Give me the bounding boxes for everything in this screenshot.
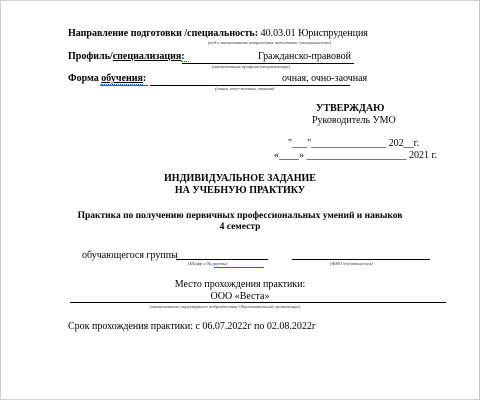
profile-label-c: : bbox=[181, 51, 185, 62]
place-label: Место прохождения практики: bbox=[174, 279, 306, 290]
place-underline bbox=[70, 302, 446, 303]
form-hint: (очная, очно-заочная, заочная) bbox=[215, 86, 275, 91]
group-underline bbox=[176, 259, 268, 260]
profile-label-b: специализация bbox=[112, 51, 182, 62]
task-title-line2: НА УЧЕБНУЮ ПРАКТИКУ bbox=[174, 185, 306, 196]
profile-label bbox=[68, 51, 185, 62]
spell-underline bbox=[181, 61, 189, 62]
place-value: ООО «Веста» bbox=[210, 291, 270, 302]
form-label bbox=[68, 73, 146, 84]
form-spell-underline bbox=[100, 85, 148, 86]
form-value: очная, очно-заочная bbox=[282, 73, 368, 84]
name-underline bbox=[292, 259, 430, 260]
group-spell-underline bbox=[214, 267, 264, 268]
direction-row bbox=[68, 28, 368, 39]
approval-date-line1: "___"_______________ 202__г. bbox=[288, 138, 420, 149]
direction-label: Направление подготовки /специальность: bbox=[68, 28, 259, 39]
profile-label-a: Профиль/ bbox=[68, 51, 113, 62]
task-subtitle-line2: 4 семестр bbox=[219, 222, 261, 232]
place-hint: (наименование структурного подразделения Образовательной организации) bbox=[150, 304, 301, 309]
task-title-line1: ИНДИВИДУАЛЬНОЕ ЗАДАНИЕ bbox=[164, 173, 316, 184]
direction-hint: (код и наименование направления подготовки /специальности) bbox=[208, 40, 332, 45]
form-label-a: Форма bbox=[68, 73, 102, 84]
direction-value: 40.03.01 Юриспруденция bbox=[260, 28, 368, 39]
approval-date-line2: «____» ____________________ 2021 г. bbox=[274, 150, 437, 161]
approval-role: Руководитель УМО bbox=[312, 115, 396, 126]
task-subtitle-line1: Практика по получению первичных профессиональных умений и навыков bbox=[77, 211, 403, 221]
period-text: Срок прохождения практики: с 06.07.2022г по 02.08.2022г bbox=[68, 321, 316, 332]
form-label-b: обучения bbox=[101, 73, 143, 84]
profile-value: Гражданско-правовой bbox=[258, 51, 351, 62]
group-hint: (Шифр и № группы) bbox=[188, 261, 228, 266]
student-label: обучающегося группы bbox=[82, 250, 178, 261]
approval-title: УТВЕРЖДАЮ bbox=[316, 103, 385, 114]
name-hint: (ФИО обучающегося) bbox=[330, 261, 373, 266]
form-label-c: : bbox=[142, 73, 147, 84]
profile-hint: (наименование профиля/специализации) bbox=[212, 64, 290, 69]
